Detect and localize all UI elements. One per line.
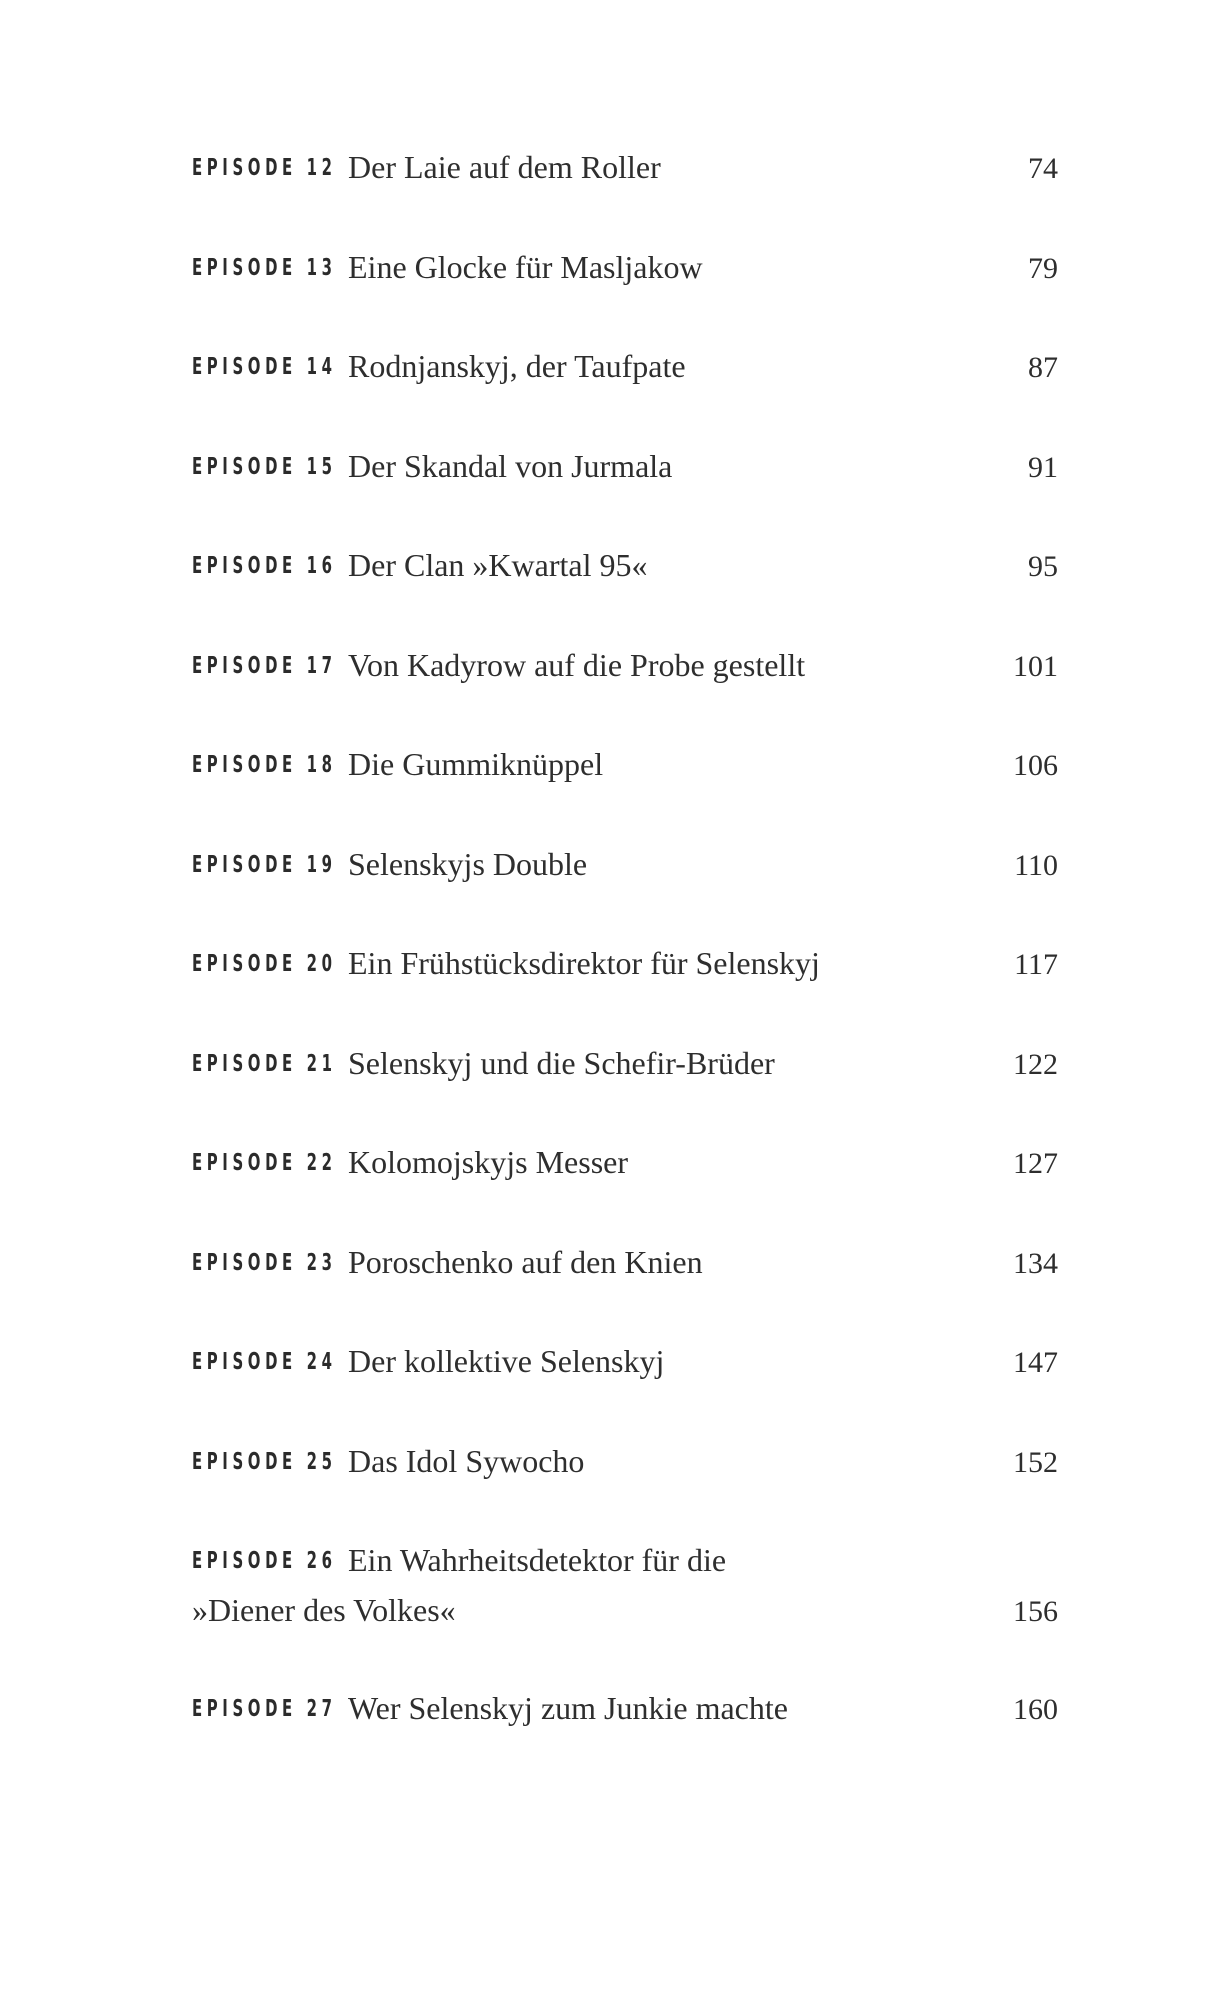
page-number: 127 — [1013, 1147, 1058, 1180]
page-number: 87 — [1028, 351, 1058, 384]
page-number: 95 — [1028, 550, 1058, 583]
page-number: 147 — [1013, 1346, 1058, 1379]
episode-title: Ein Wahrheitsdetektor für die — [348, 1542, 727, 1578]
toc-entry-episode-19 — [192, 845, 1058, 948]
toc-entry-episode-27 — [192, 1692, 1058, 1792]
episode-label: EPISODE 24 — [192, 1349, 337, 1375]
episode-label: EPISODE 14 — [192, 354, 337, 380]
episode-title: Das Idol Sywocho — [348, 1442, 585, 1479]
episode-title: Von Kadyrow auf die Probe gestellt — [348, 646, 806, 683]
page-number: 134 — [1013, 1246, 1058, 1280]
episode-label: EPISODE 17 — [192, 652, 337, 679]
toc-entry-episode-21 — [192, 1044, 1058, 1147]
episode-title: Poroschenko auf den Knien — [348, 1243, 703, 1280]
episode-title: Eine Glocke für Masljakow — [348, 248, 703, 285]
episode-title: Kolomojskyjs Messer — [348, 1144, 628, 1180]
page-number: 79 — [1028, 251, 1058, 285]
page-number: 122 — [1013, 1047, 1058, 1081]
toc-entry-episode-23 — [192, 1243, 1058, 1346]
episode-label: EPISODE 12 — [192, 155, 337, 181]
toc-entry-episode-16 — [192, 549, 1058, 649]
toc-entry-episode-14 — [192, 350, 1058, 450]
page-number: 156 — [1013, 1595, 1058, 1628]
page-number: 110 — [1014, 848, 1058, 882]
toc-entry-episode-25 — [192, 1442, 1058, 1545]
toc-entry-episode-15 — [192, 447, 1058, 550]
page-number: 101 — [1013, 649, 1058, 683]
page-number: 152 — [1013, 1445, 1058, 1479]
toc-entry-episode-13 — [192, 248, 1058, 351]
page-number: 106 — [1013, 749, 1058, 782]
episode-title: Rodnjanskyj, der Taufpate — [348, 348, 686, 384]
episode-title: Selenskyjs Double — [348, 845, 588, 882]
episode-title: Selenskyj und die Schefir-Brüder — [348, 1044, 775, 1081]
toc-entry-episode-12 — [192, 151, 1058, 251]
page-number: 117 — [1014, 948, 1058, 981]
episode-label: EPISODE 13 — [192, 254, 337, 281]
toc-entry-episode-17 — [192, 646, 1058, 749]
page-number: 74 — [1028, 152, 1058, 185]
episode-label: EPISODE 16 — [192, 553, 337, 579]
episode-label: EPISODE 21 — [192, 1050, 337, 1077]
episode-label: EPISODE 22 — [192, 1150, 337, 1176]
episode-label: EPISODE 19 — [192, 851, 337, 878]
episode-label: EPISODE 25 — [192, 1448, 337, 1475]
episode-label: EPISODE 26 — [192, 1548, 337, 1574]
episode-title-continuation: »Diener des Volkes« — [192, 1592, 456, 1628]
episode-title: Der Laie auf dem Roller — [348, 149, 661, 185]
toc-entry-episode-22 — [192, 1146, 1058, 1246]
episode-title: Die Gummiknüppel — [348, 746, 604, 782]
toc-entry-episode-26 — [192, 1544, 1058, 1692]
toc-entry-episode-24 — [192, 1345, 1058, 1445]
page-number: 91 — [1028, 450, 1058, 484]
episode-title: Wer Selenskyj zum Junkie machte — [348, 1690, 788, 1726]
episode-label: EPISODE 23 — [192, 1249, 337, 1276]
episode-label: EPISODE 18 — [192, 752, 337, 778]
episode-title: Der Clan »Kwartal 95« — [348, 547, 648, 583]
toc-entry-episode-20 — [192, 947, 1058, 1047]
episode-label: EPISODE 27 — [192, 1696, 337, 1722]
episode-title: Der kollektive Selenskyj — [348, 1343, 665, 1379]
table-of-contents — [192, 151, 1058, 1792]
episode-title: Der Skandal von Jurmala — [348, 447, 673, 484]
toc-entry-episode-18 — [192, 748, 1058, 848]
page-number: 160 — [1013, 1693, 1058, 1726]
episode-label: EPISODE 15 — [192, 453, 337, 480]
episode-title: Ein Frühstücksdirektor für Selenskyj — [348, 945, 820, 981]
episode-label: EPISODE 20 — [192, 951, 337, 977]
